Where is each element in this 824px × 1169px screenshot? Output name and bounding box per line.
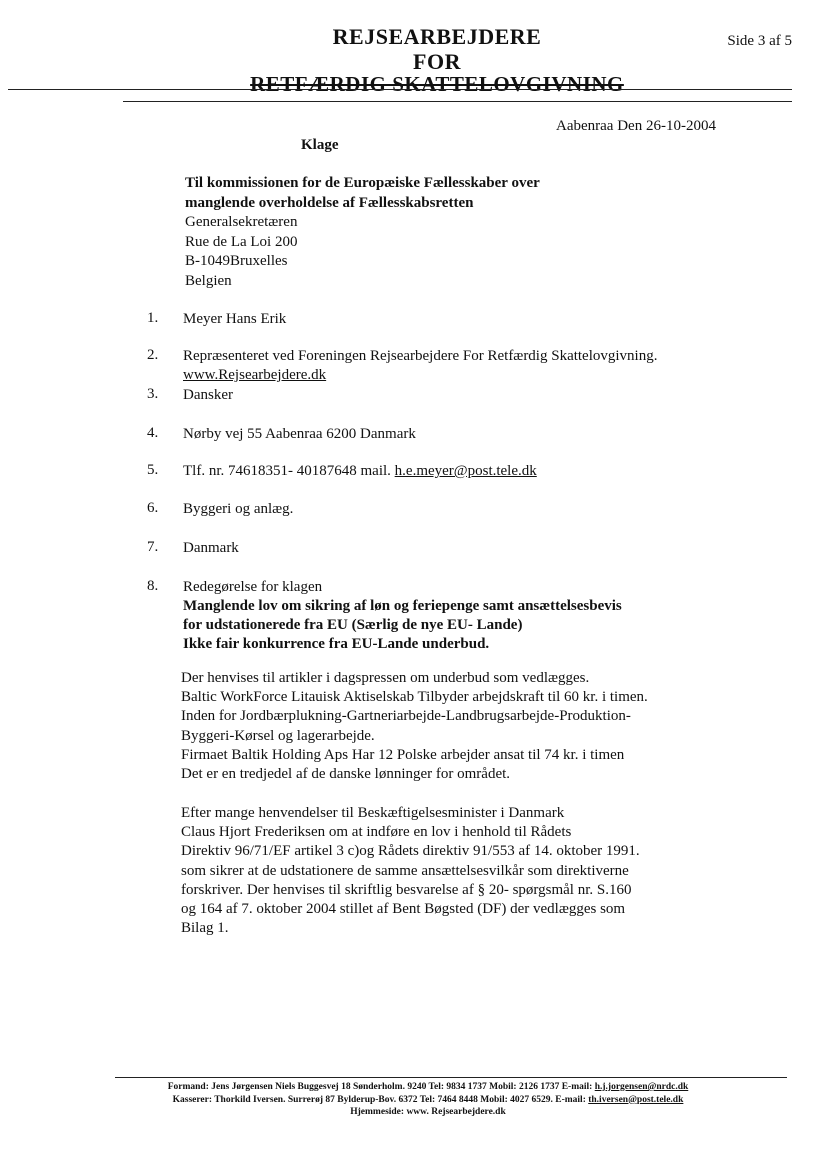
page-number: Side 3 af 5 — [727, 33, 792, 49]
item-number: 1. — [147, 310, 159, 326]
complaint-subject-line-3: Ikke fair konkurrence fra EU-Lande underbud. — [183, 636, 490, 652]
item-text: Dansker — [183, 387, 233, 403]
item-block — [183, 347, 657, 385]
item-number: 5. — [147, 462, 159, 478]
paragraph-2 — [181, 804, 640, 938]
paragraph-line: Det er en tredjedel af de danske lønninger for området. — [181, 766, 511, 783]
item-text: Nørby vej 55 Aabenraa 6200 Danmark — [183, 426, 416, 442]
recipient-line-2: manglende overholdelse af Fællesskabsretten — [185, 194, 474, 211]
footer-chairman-text: Formand: Jens Jørgensen Niels Buggesvej 18 Sønderholm. 9240 Tel: 9834 1737 Mobil: 2126 1737 E-mail: — [167, 1082, 593, 1092]
paragraph-line: Der henvises til artikler i dagspressen om underbud som vedlægges. — [181, 670, 590, 686]
footer-website: Hjemmeside: www. Rejsearbejdere.dk — [350, 1107, 506, 1117]
item-number: 6. — [147, 500, 159, 516]
paragraph-1 — [181, 669, 648, 784]
footer-treasurer-text: Kasserer: Thorkild Iversen. Surrerøj 87 Bylderup-Bov. 6372 Tel: 7464 8448 Mobil: 4027 6529. E-mail: — [172, 1094, 586, 1105]
item-number: 4. — [147, 425, 159, 441]
letter-date: Aabenraa Den 26-10-2004 — [556, 118, 716, 134]
paragraph-line: Baltic WorkForce Litauisk Aktiselskab Tilbyder arbejdskraft til 60 kr. i timen. — [181, 689, 648, 706]
paragraph-line: og 164 af 7. oktober 2004 stillet af Bent Bøgsted (DF) der vedlægges som — [181, 901, 626, 918]
item-number: 7. — [147, 539, 159, 555]
paragraph-line: Byggeri-Kørsel og lagerarbejde. — [181, 727, 375, 744]
recipient-line-5: B-1049Bruxelles — [185, 253, 288, 270]
paragraph-line: Inden for Jordbærplukning-Gartneriarbejde-Landbrugsarbejde-Produktion- — [181, 708, 631, 725]
website-link[interactable]: www.Rejsearbejdere.dk — [183, 367, 327, 383]
footer-line-2 — [0, 1094, 824, 1107]
footer — [0, 1081, 824, 1119]
footer-chairman-email[interactable]: h.j.jorgensen@nrdc.dk — [594, 1082, 689, 1092]
paragraph-line: forskriver. Der henvises til skriftlig besvarelse af § 20- spørgsmål nr. S.160 — [181, 881, 632, 898]
paragraph-line: Claus Hjort Frederiksen om at indføre en lov i henhold til Rådets — [181, 824, 572, 841]
item-text: Redegørelse for klagen — [183, 579, 323, 595]
footer-treasurer-email[interactable]: th.iversen@post.tele.dk — [588, 1094, 684, 1105]
letter-heading: Klage — [301, 137, 339, 153]
item-block — [183, 462, 537, 481]
footer-rule — [115, 1077, 787, 1078]
header-rule-bottom — [123, 101, 792, 102]
recipient-block — [185, 174, 540, 292]
header-title-line2: FOR — [413, 49, 461, 74]
paragraph-line: Direktiv 96/71/EF artikel 3 c)og Rådets direktiv 91/553 af 14. oktober 1991. — [181, 843, 640, 860]
item-number: 3. — [147, 386, 159, 402]
recipient-line-4: Rue de La Loi 200 — [185, 233, 298, 250]
header-title-line3: RETFÆRDIG SKATTELOVGIVNING — [250, 72, 624, 96]
recipient-line-3: Generalsekretæren — [185, 214, 298, 231]
email-link[interactable]: h.e.meyer@post.tele.dk — [394, 463, 537, 479]
complaint-subject-line-1: Manglende lov om sikring af løn og feriepenge samt ansættelsesbevis — [183, 598, 622, 614]
complaint-subject-line-2: for udstationerede fra EU (Særlig de nye EU- Lande) — [183, 617, 523, 633]
paragraph-line: Efter mange henvendelser til Beskæftigelsesminister i Danmark — [181, 805, 565, 821]
footer-line-1 — [0, 1081, 824, 1094]
paragraph-line: Firmaet Baltik Holding Aps Har 12 Polske arbejder ansat til 74 kr. i timen — [181, 746, 625, 763]
item-number: 8. — [147, 578, 159, 594]
header-title-line1: REJSEARBEJDERE — [332, 24, 542, 49]
item-number: 2. — [147, 347, 159, 363]
item-text: Tlf. nr. 74618351- 40187648 mail. — [183, 463, 391, 479]
item-block — [183, 578, 622, 654]
recipient-line-6: Belgien — [185, 272, 232, 289]
item-text: Repræsenteret ved Foreningen Rejsearbejdere For Retfærdig Skattelovgivning. — [183, 348, 658, 364]
paragraph-line: som sikrer at de udstationere de samme ansættelsesvilkår som direktiverne — [181, 862, 629, 879]
paragraph-line: Bilag 1. — [181, 920, 229, 937]
header-rule-top — [8, 89, 792, 90]
item-text: Meyer Hans Erik — [183, 311, 287, 327]
item-text: Danmark — [183, 540, 239, 556]
recipient-line-1: Til kommissionen for de Europæiske Fællesskaber over — [185, 175, 540, 191]
item-text: Byggeri og anlæg. — [183, 501, 294, 517]
